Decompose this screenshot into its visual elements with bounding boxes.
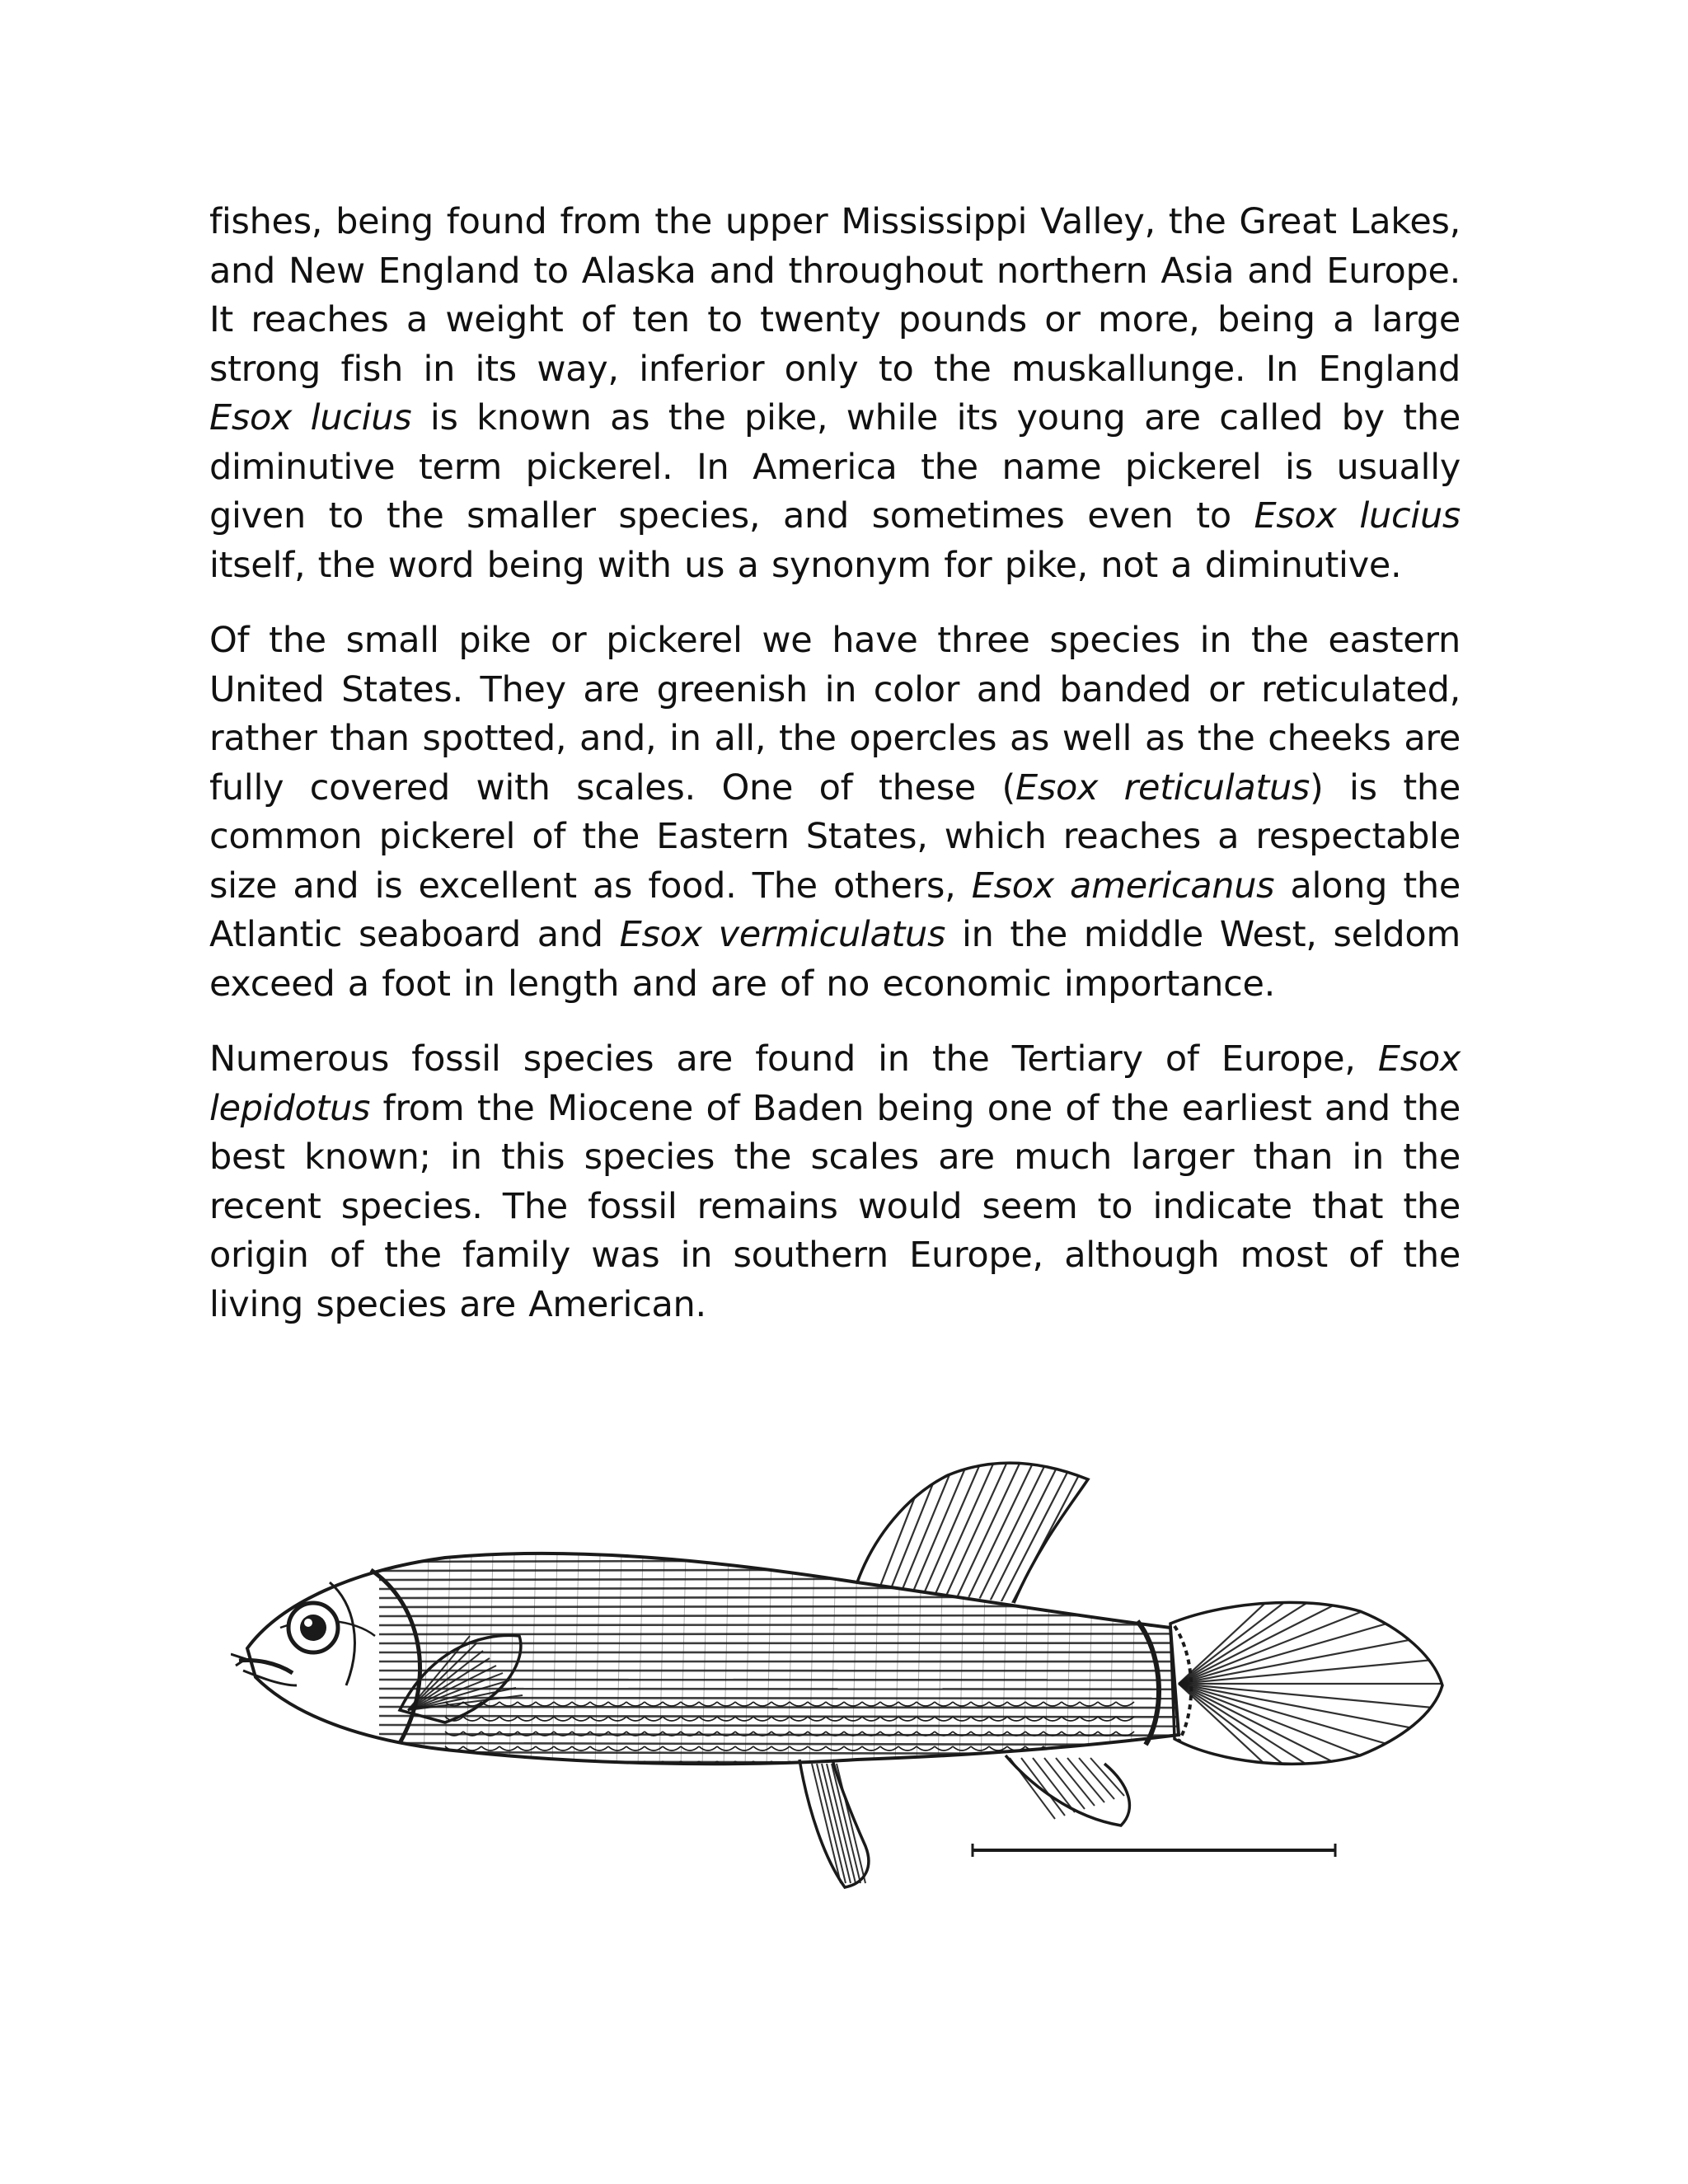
fish-illustration-icon — [231, 1438, 1451, 1900]
text-run: along the Atlantic seaboard and — [209, 865, 1461, 955]
paragraph-1 — [209, 198, 1461, 590]
text-run: ) is the common pickerel of the Eastern States, which reaches a respectable size and is excellent as food. The others, — [209, 766, 1461, 907]
text-run: Of the small pike or pickerel we have three species in the eastern United States. They are greenish in color and banded or reticulated, rather than spotted, and, in all, the opercles as well as the cheeks are fully covered with scales. One of these ( — [209, 620, 1461, 808]
fish-illustration — [231, 1438, 1451, 1900]
text-run: Numerous fossil species are found in the Tertiary of Europe, — [209, 1038, 1378, 1080]
text-run: from the Miocene of Baden being one of the earliest and the best known; in this species the scales are much larger than in the recent species. The fossil remains would seem to indicate that the origin of the family was in southern Europe, although most of the living species are American. — [209, 1087, 1461, 1325]
species-name: Esox reticulatus — [1015, 766, 1311, 808]
text-run: in the middle West, seldom exceed a foot in length and are of no economic importance. — [209, 914, 1461, 1005]
paragraph-3 — [209, 1035, 1461, 1329]
text-run: itself, the word being with us a synonym for pike, not a diminutive. — [209, 544, 1402, 586]
species-name: Esox americanus — [971, 865, 1275, 907]
paragraph-2 — [209, 616, 1461, 1009]
body-text — [209, 198, 1461, 1356]
text-run: is known as the pike, while its young are called by the diminutive term pickerel. In America the name pickerel is usually given to the smaller species, and sometimes even to — [209, 397, 1461, 537]
species-name: Esox lucius — [209, 397, 412, 438]
species-name: Esox lepidotus — [209, 1038, 1461, 1129]
species-name: Esox lucius — [1254, 495, 1461, 537]
text-run: fishes, being found from the upper Mississippi Valley, the Great Lakes, and New England to Alaska and throughout northern Asia and Europe. It reaches a weight of ten to twenty pounds or more, being a large strong fish in its way, inferior only to the muskallunge. In England — [209, 201, 1461, 390]
species-name: Esox vermiculatus — [619, 914, 946, 955]
